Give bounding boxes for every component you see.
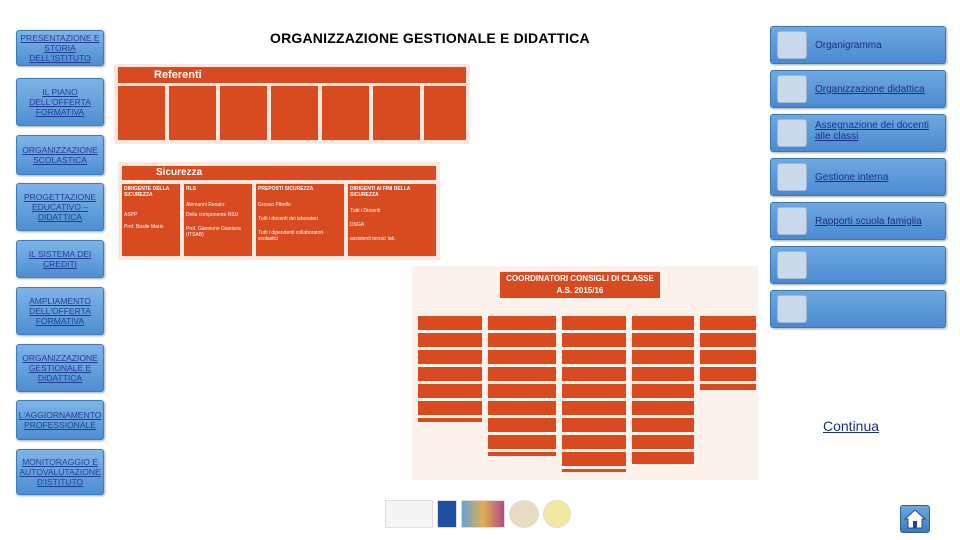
nav-sistema-crediti[interactable]: [16, 240, 104, 278]
column-head: RLS: [186, 186, 196, 192]
button-label: Organigramma: [815, 39, 882, 51]
column-head: DIRIGENTI AI FINI DELLA SICUREZZA: [350, 186, 411, 198]
column-line: Tutti i dipendenti collaboratori scolastici: [258, 230, 324, 242]
button-square-icon: [777, 119, 807, 147]
nav-label: AMPLIAMENTO DELL'OFFERTA FORMATIVA: [29, 296, 91, 326]
sicurezza-column: [348, 184, 436, 256]
nav-organizzazione-gestionale[interactable]: [16, 344, 104, 392]
button-square-icon: [777, 295, 807, 323]
referente-cell: [322, 86, 369, 140]
column-line: DSGA: [350, 222, 365, 228]
button-square-icon: [777, 207, 807, 235]
nav-label: L'AGGIORNAMENTO PROFESSIONALE: [18, 410, 102, 430]
coordinatori-title-line: A.S. 2015/16: [556, 286, 604, 295]
button-square-icon: [777, 31, 807, 59]
coordinatori-col: [488, 316, 556, 456]
sicurezza-column: [256, 184, 344, 256]
sicurezza-title: Sicurezza: [122, 166, 436, 180]
empty-button[interactable]: [770, 290, 946, 328]
coordinatori-col: [562, 316, 626, 472]
column-line: Grosso Pitrello: [258, 202, 291, 208]
nav-organizzazione-scolastica[interactable]: [16, 135, 104, 175]
button-label: Rapporti scuola famiglia: [815, 215, 922, 227]
rapporti-scuola-famiglia-button[interactable]: [770, 202, 946, 240]
eu-flag-logo: [437, 500, 457, 528]
page-title: ORGANIZZAZIONE GESTIONALE E DIDATTICA: [270, 30, 590, 46]
referenti-chart: [114, 64, 470, 144]
organigramma-button[interactable]: [770, 26, 946, 64]
button-label: Assegnazione dei docenti alle classi: [815, 120, 929, 142]
column-line: Alemanni Renato: [186, 202, 225, 208]
button-square-icon: [777, 163, 807, 191]
referente-cell: [118, 86, 165, 140]
nav-progettazione[interactable]: [16, 183, 104, 231]
nav-label: PROGETTAZIONE EDUCATIVO – DIDATTICA: [23, 192, 97, 222]
coordinatori-col: [418, 316, 482, 422]
button-label: Organizzazione didattica: [815, 83, 925, 95]
column-line: Tutti i docenti dei laboratori: [258, 216, 318, 222]
school-seal-logo: [509, 500, 539, 528]
gestione-interna-button[interactable]: [770, 158, 946, 196]
referente-cell: [169, 86, 216, 140]
nav-ampliamento[interactable]: [16, 287, 104, 335]
nav-label: MONITORAGGIO E AUTOVALUTAZIONE D'ISTITUTO: [19, 457, 101, 487]
nav-aggiornamento[interactable]: [16, 400, 104, 440]
nav-label: ORGANIZZAZIONE GESTIONALE E DIDATTICA: [22, 353, 98, 383]
column-head: DIRIGENTE DELLA SICUREZZA: [124, 186, 170, 198]
assegnazione-docenti-button[interactable]: [770, 114, 946, 152]
coordinatori-col: [632, 316, 694, 464]
referente-cell: [271, 86, 318, 140]
nav-label: PRESENTAZIONE E STORIA DELL'ISTITUTO: [20, 33, 100, 63]
nav-monitoraggio[interactable]: [16, 449, 104, 495]
sicurezza-chart: [118, 162, 440, 260]
organizzazione-didattica-button[interactable]: [770, 70, 946, 108]
empty-button[interactable]: [770, 246, 946, 284]
coordinatori-title-line: COORDINATORI CONSIGLI DI CLASSE: [506, 274, 654, 283]
nav-presentazione[interactable]: [16, 30, 104, 66]
nav-piano-offerta[interactable]: [16, 78, 104, 126]
nav-label: IL PIANO DELL'OFFERTA FORMATIVA: [29, 87, 91, 117]
column-line: assistenti tecnici lab.: [350, 236, 396, 242]
column-line: Tutti i Docenti: [350, 208, 381, 214]
coordinatori-title: [500, 272, 660, 298]
logo-strip: [385, 498, 585, 536]
referente-cell: [424, 86, 466, 140]
column-line: ASPP: [124, 212, 138, 218]
referente-cell: [220, 86, 267, 140]
seal-logo: [543, 500, 571, 528]
column-line: Della componente RSU: [186, 212, 239, 218]
referente-cell: [373, 86, 420, 140]
home-button[interactable]: [900, 505, 930, 533]
home-icon: [901, 506, 929, 532]
project-logo: [461, 500, 505, 528]
coordinatori-chart: [412, 266, 758, 480]
button-label: Gestione interna: [815, 171, 889, 183]
miur-logo: [385, 500, 433, 528]
nav-label: ORGANIZZAZIONE SCOLASTICA: [22, 145, 98, 165]
nav-label: IL SISTEMA DEI CREDITI: [28, 249, 92, 269]
column-line: Prof. Giannone Gianluca (ITSAB): [186, 226, 241, 238]
button-square-icon: [777, 251, 807, 279]
column-head: PREPOSTI SICUREZZA: [258, 186, 314, 192]
continua-link[interactable]: Continua: [823, 418, 880, 434]
coordinatori-col: [700, 316, 756, 390]
sicurezza-column: [122, 184, 180, 256]
referenti-title: Referenti: [118, 67, 466, 83]
button-square-icon: [777, 75, 807, 103]
sicurezza-column: [184, 184, 252, 256]
column-line: Prof. Basile Mario: [124, 224, 164, 230]
